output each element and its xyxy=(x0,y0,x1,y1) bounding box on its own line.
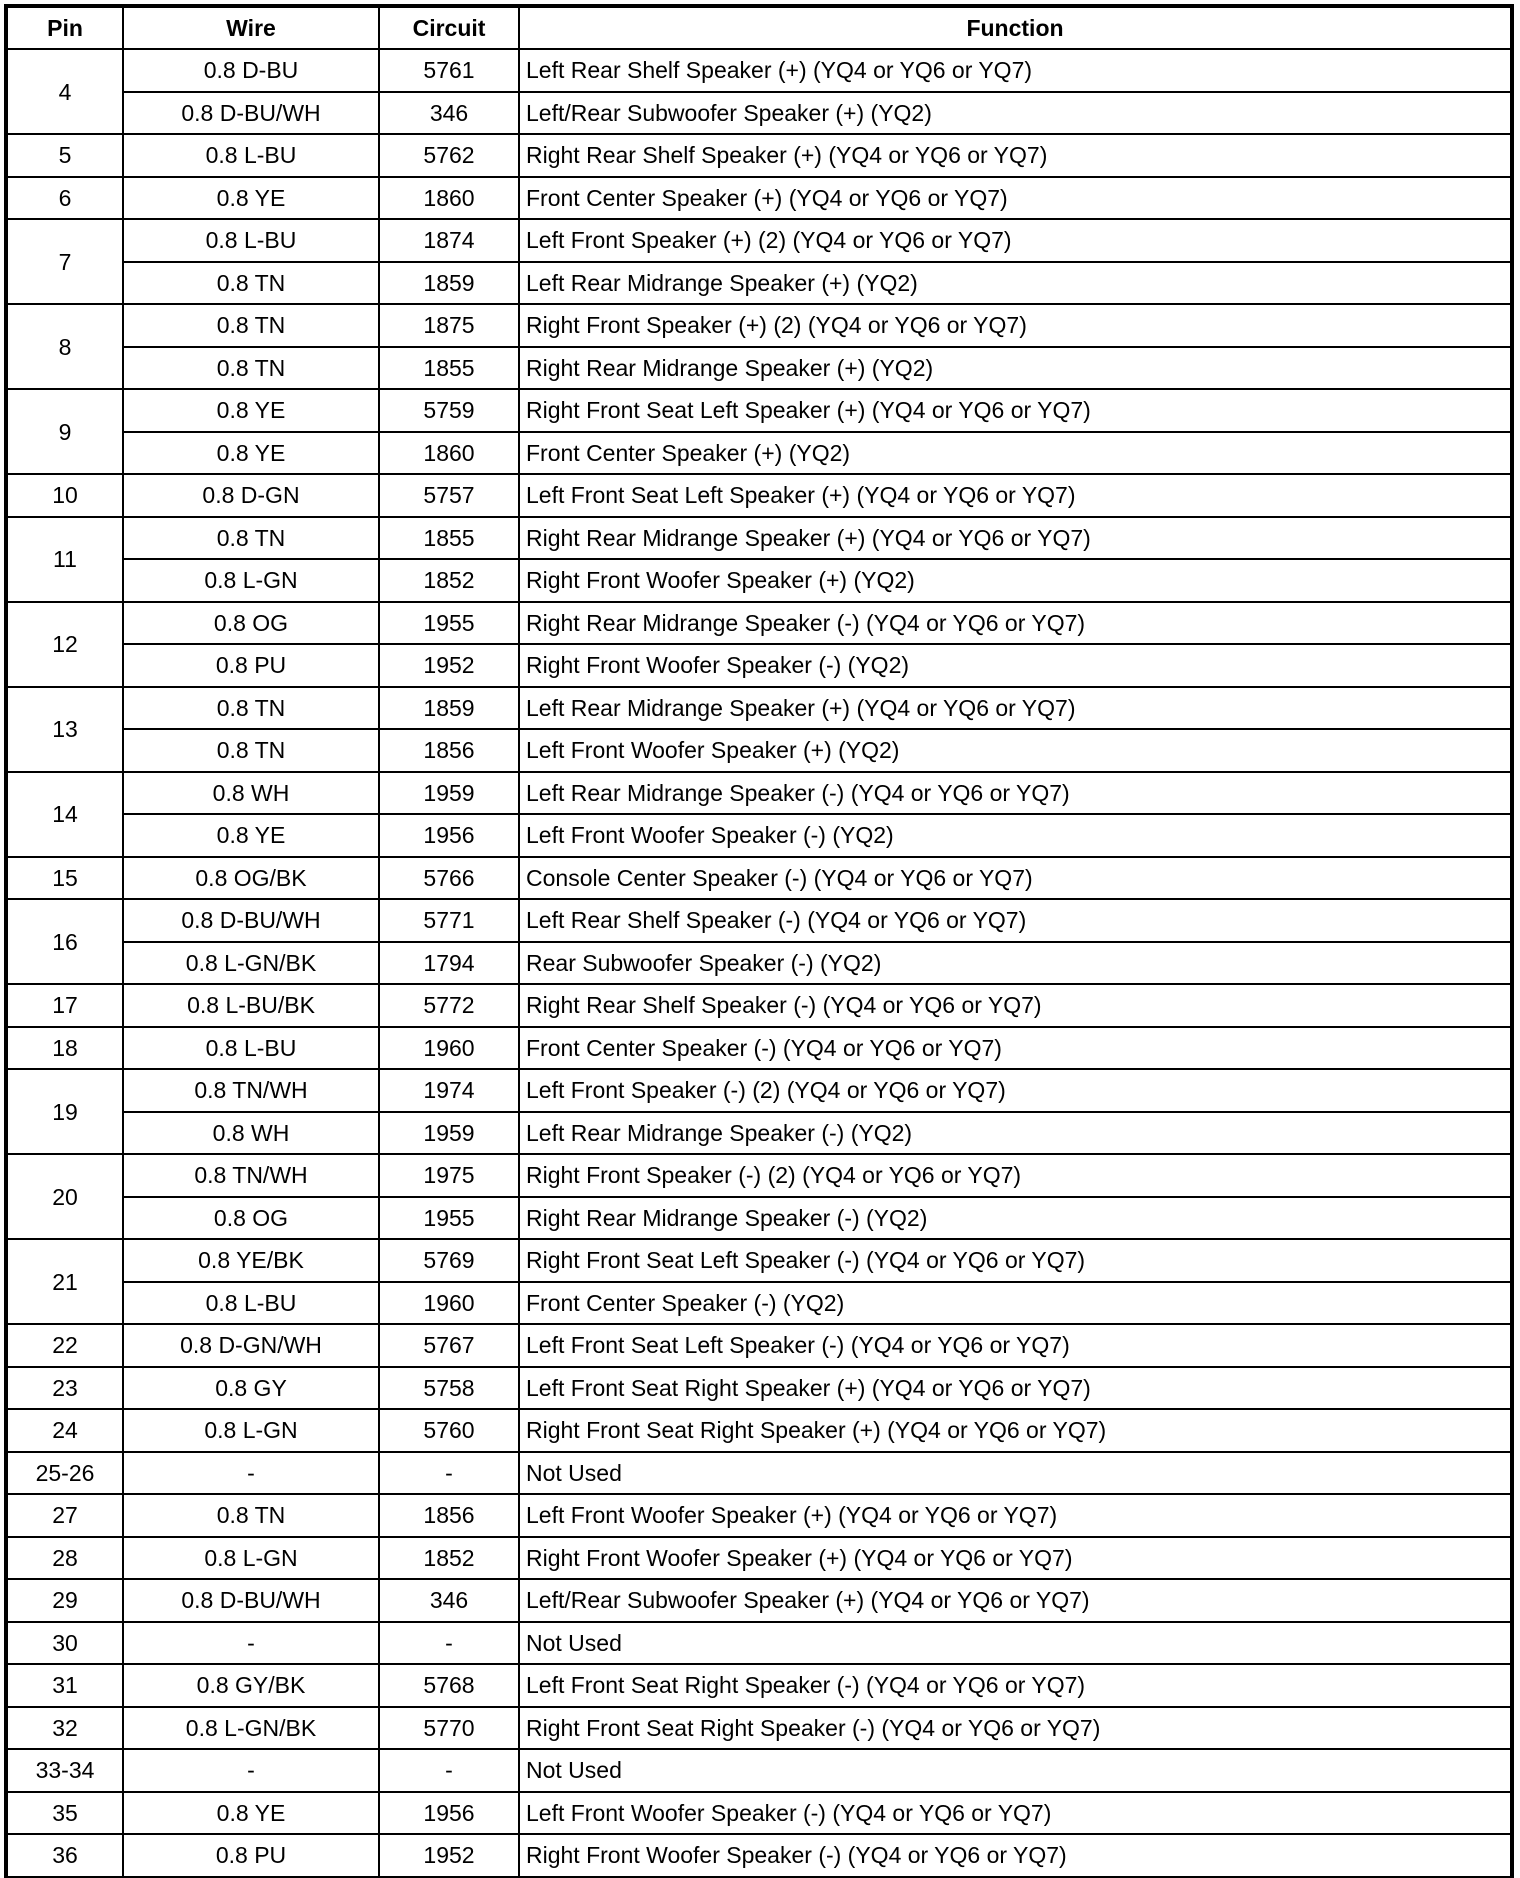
circuit-cell: 1959 xyxy=(379,772,519,815)
circuit-cell: 5770 xyxy=(379,1707,519,1750)
table-header xyxy=(7,7,1511,49)
table-row xyxy=(7,1792,1511,1835)
wire-cell: 0.8 L-BU xyxy=(123,1027,379,1070)
circuit-cell: 5761 xyxy=(379,49,519,92)
circuit-cell: 5760 xyxy=(379,1409,519,1452)
table-row xyxy=(7,517,1511,560)
function-cell: Right Front Woofer Speaker (+) (YQ2) xyxy=(519,559,1511,602)
function-cell: Left Rear Midrange Speaker (-) (YQ4 or YQ6 or YQ7) xyxy=(519,772,1511,815)
pin-cell: 22 xyxy=(7,1324,123,1367)
wire-cell: 0.8 WH xyxy=(123,1112,379,1155)
wire-cell: 0.8 TN/WH xyxy=(123,1154,379,1197)
header-function: Function xyxy=(519,7,1511,49)
wire-cell: - xyxy=(123,1622,379,1665)
function-cell: Left Front Woofer Speaker (-) (YQ4 or YQ6 or YQ7) xyxy=(519,1792,1511,1835)
circuit-cell: 1794 xyxy=(379,942,519,985)
table-row xyxy=(7,262,1511,305)
function-cell: Left Front Woofer Speaker (+) (YQ2) xyxy=(519,729,1511,772)
function-cell: Left Front Seat Left Speaker (+) (YQ4 or YQ6 or YQ7) xyxy=(519,474,1511,517)
circuit-cell: 1952 xyxy=(379,1834,519,1877)
header-pin: Pin xyxy=(7,7,123,49)
function-cell: Right Rear Midrange Speaker (+) (YQ4 or YQ6 or YQ7) xyxy=(519,517,1511,560)
wire-cell: 0.8 TN xyxy=(123,347,379,390)
wire-cell: 0.8 YE xyxy=(123,177,379,220)
pin-cell: 16 xyxy=(7,899,123,984)
function-cell: Right Front Seat Right Speaker (-) (YQ4 or YQ6 or YQ7) xyxy=(519,1707,1511,1750)
pin-cell: 6 xyxy=(7,177,123,220)
circuit-cell: 346 xyxy=(379,1579,519,1622)
table-row xyxy=(7,1112,1511,1155)
table-row xyxy=(7,1197,1511,1240)
wire-cell: 0.8 YE xyxy=(123,1792,379,1835)
pin-cell: 15 xyxy=(7,857,123,900)
circuit-cell: 5758 xyxy=(379,1367,519,1410)
wire-cell: 0.8 YE xyxy=(123,432,379,475)
header-circuit: Circuit xyxy=(379,7,519,49)
pin-cell: 30 xyxy=(7,1622,123,1665)
circuit-cell: 1956 xyxy=(379,1792,519,1835)
table-row xyxy=(7,1622,1511,1665)
wire-cell: 0.8 TN xyxy=(123,729,379,772)
wire-cell: 0.8 OG xyxy=(123,1197,379,1240)
circuit-cell: - xyxy=(379,1452,519,1495)
circuit-cell: 5771 xyxy=(379,899,519,942)
circuit-cell: 1852 xyxy=(379,1537,519,1580)
function-cell: Left Rear Midrange Speaker (+) (YQ2) xyxy=(519,262,1511,305)
function-cell: Left Front Seat Right Speaker (-) (YQ4 or YQ6 or YQ7) xyxy=(519,1664,1511,1707)
header-row xyxy=(7,7,1511,49)
wire-cell: 0.8 YE/BK xyxy=(123,1239,379,1282)
function-cell: Right Rear Shelf Speaker (+) (YQ4 or YQ6 or YQ7) xyxy=(519,134,1511,177)
table-row xyxy=(7,942,1511,985)
circuit-cell: 5772 xyxy=(379,984,519,1027)
function-cell: Right Front Seat Right Speaker (+) (YQ4 or YQ6 or YQ7) xyxy=(519,1409,1511,1452)
function-cell: Right Rear Midrange Speaker (+) (YQ2) xyxy=(519,347,1511,390)
circuit-cell: 5769 xyxy=(379,1239,519,1282)
circuit-cell: 1875 xyxy=(379,304,519,347)
wire-cell: 0.8 L-GN xyxy=(123,1537,379,1580)
function-cell: Right Front Speaker (-) (2) (YQ4 or YQ6 or YQ7) xyxy=(519,1154,1511,1197)
table-row xyxy=(7,1069,1511,1112)
pin-cell: 9 xyxy=(7,389,123,474)
function-cell: Right Front Woofer Speaker (-) (YQ2) xyxy=(519,644,1511,687)
function-cell: Right Front Woofer Speaker (+) (YQ4 or YQ6 or YQ7) xyxy=(519,1537,1511,1580)
function-cell: Front Center Speaker (+) (YQ4 or YQ6 or YQ7) xyxy=(519,177,1511,220)
pin-cell: 5 xyxy=(7,134,123,177)
table-row xyxy=(7,1452,1511,1495)
table-row xyxy=(7,92,1511,135)
function-cell: Console Center Speaker (-) (YQ4 or YQ6 or YQ7) xyxy=(519,857,1511,900)
wire-cell: 0.8 YE xyxy=(123,389,379,432)
pin-cell: 4 xyxy=(7,49,123,134)
pin-cell: 24 xyxy=(7,1409,123,1452)
function-cell: Right Rear Midrange Speaker (-) (YQ4 or YQ6 or YQ7) xyxy=(519,602,1511,645)
pin-cell: 19 xyxy=(7,1069,123,1154)
function-cell: Left/Rear Subwoofer Speaker (+) (YQ4 or YQ6 or YQ7) xyxy=(519,1579,1511,1622)
circuit-cell: 1855 xyxy=(379,347,519,390)
table-row xyxy=(7,1154,1511,1197)
wire-cell: 0.8 L-GN xyxy=(123,1409,379,1452)
function-cell: Left Rear Shelf Speaker (-) (YQ4 or YQ6 or YQ7) xyxy=(519,899,1511,942)
table-row xyxy=(7,389,1511,432)
pin-cell: 14 xyxy=(7,772,123,857)
pin-cell: 12 xyxy=(7,602,123,687)
pin-cell: 36 xyxy=(7,1834,123,1877)
table-row xyxy=(7,1664,1511,1707)
table-row xyxy=(7,899,1511,942)
table-row xyxy=(7,1409,1511,1452)
table-row xyxy=(7,1324,1511,1367)
wire-cell: 0.8 L-GN/BK xyxy=(123,1707,379,1750)
function-cell: Left Front Seat Right Speaker (+) (YQ4 or YQ6 or YQ7) xyxy=(519,1367,1511,1410)
function-cell: Front Center Speaker (-) (YQ2) xyxy=(519,1282,1511,1325)
pin-cell: 32 xyxy=(7,1707,123,1750)
circuit-cell: 1856 xyxy=(379,729,519,772)
circuit-cell: 5766 xyxy=(379,857,519,900)
wire-cell: 0.8 L-GN/BK xyxy=(123,942,379,985)
wire-cell: 0.8 TN xyxy=(123,304,379,347)
circuit-cell: 1855 xyxy=(379,517,519,560)
table-row xyxy=(7,559,1511,602)
wire-cell: 0.8 D-BU/WH xyxy=(123,92,379,135)
pin-cell: 31 xyxy=(7,1664,123,1707)
pin-cell: 8 xyxy=(7,304,123,389)
circuit-cell: 1860 xyxy=(379,432,519,475)
circuit-cell: - xyxy=(379,1622,519,1665)
table-row xyxy=(7,814,1511,857)
connector-pinout-table-container xyxy=(6,6,1510,1878)
circuit-cell: 1852 xyxy=(379,559,519,602)
wire-cell: 0.8 L-BU/BK xyxy=(123,984,379,1027)
wire-cell: 0.8 D-GN/WH xyxy=(123,1324,379,1367)
table-row xyxy=(7,1239,1511,1282)
table-row xyxy=(7,474,1511,517)
pin-cell: 17 xyxy=(7,984,123,1027)
table-row xyxy=(7,1579,1511,1622)
wire-cell: 0.8 D-BU xyxy=(123,49,379,92)
table-row xyxy=(7,984,1511,1027)
function-cell: Left Front Seat Left Speaker (-) (YQ4 or YQ6 or YQ7) xyxy=(519,1324,1511,1367)
pin-cell: 7 xyxy=(7,219,123,304)
table-row xyxy=(7,347,1511,390)
wire-cell: 0.8 TN xyxy=(123,1494,379,1537)
circuit-cell: 1959 xyxy=(379,1112,519,1155)
function-cell: Not Used xyxy=(519,1622,1511,1665)
circuit-cell: 1956 xyxy=(379,814,519,857)
circuit-cell: - xyxy=(379,1749,519,1792)
table-row xyxy=(7,687,1511,730)
function-cell: Right Front Seat Left Speaker (-) (YQ4 or YQ6 or YQ7) xyxy=(519,1239,1511,1282)
circuit-cell: 5762 xyxy=(379,134,519,177)
function-cell: Right Rear Shelf Speaker (-) (YQ4 or YQ6 or YQ7) xyxy=(519,984,1511,1027)
circuit-cell: 5759 xyxy=(379,389,519,432)
pin-cell: 28 xyxy=(7,1537,123,1580)
function-cell: Not Used xyxy=(519,1452,1511,1495)
wire-cell: 0.8 L-GN xyxy=(123,559,379,602)
wire-cell: 0.8 YE xyxy=(123,814,379,857)
table-body xyxy=(7,49,1511,1877)
circuit-cell: 1975 xyxy=(379,1154,519,1197)
wire-cell: 0.8 PU xyxy=(123,644,379,687)
table-row xyxy=(7,134,1511,177)
circuit-cell: 1952 xyxy=(379,644,519,687)
table-row xyxy=(7,644,1511,687)
connector-pinout-table xyxy=(6,6,1512,1878)
function-cell: Not Used xyxy=(519,1749,1511,1792)
table-row xyxy=(7,177,1511,220)
pin-cell: 35 xyxy=(7,1792,123,1835)
wire-cell: 0.8 D-BU/WH xyxy=(123,899,379,942)
pin-cell: 13 xyxy=(7,687,123,772)
wire-cell: 0.8 GY xyxy=(123,1367,379,1410)
table-row xyxy=(7,1537,1511,1580)
pin-cell: 11 xyxy=(7,517,123,602)
pin-cell: 27 xyxy=(7,1494,123,1537)
function-cell: Left Front Speaker (+) (2) (YQ4 or YQ6 or YQ7) xyxy=(519,219,1511,262)
table-row xyxy=(7,1749,1511,1792)
table-row xyxy=(7,1027,1511,1070)
circuit-cell: 1955 xyxy=(379,1197,519,1240)
pin-cell: 18 xyxy=(7,1027,123,1070)
circuit-cell: 1860 xyxy=(379,177,519,220)
function-cell: Left Rear Midrange Speaker (-) (YQ2) xyxy=(519,1112,1511,1155)
function-cell: Left Front Woofer Speaker (-) (YQ2) xyxy=(519,814,1511,857)
wire-cell: 0.8 PU xyxy=(123,1834,379,1877)
table-row xyxy=(7,1367,1511,1410)
wire-cell: 0.8 GY/BK xyxy=(123,1664,379,1707)
wire-cell: 0.8 L-BU xyxy=(123,134,379,177)
function-cell: Front Center Speaker (+) (YQ2) xyxy=(519,432,1511,475)
wire-cell: 0.8 D-BU/WH xyxy=(123,1579,379,1622)
function-cell: Right Front Woofer Speaker (-) (YQ4 or YQ6 or YQ7) xyxy=(519,1834,1511,1877)
function-cell: Left Rear Shelf Speaker (+) (YQ4 or YQ6 or YQ7) xyxy=(519,49,1511,92)
wire-cell: 0.8 TN xyxy=(123,517,379,560)
table-row xyxy=(7,432,1511,475)
pin-cell: 23 xyxy=(7,1367,123,1410)
wire-cell: 0.8 D-GN xyxy=(123,474,379,517)
circuit-cell: 1960 xyxy=(379,1282,519,1325)
wire-cell: 0.8 TN xyxy=(123,262,379,305)
header-wire: Wire xyxy=(123,7,379,49)
wire-cell: - xyxy=(123,1452,379,1495)
function-cell: Front Center Speaker (-) (YQ4 or YQ6 or YQ7) xyxy=(519,1027,1511,1070)
pin-cell: 20 xyxy=(7,1154,123,1239)
table-row xyxy=(7,219,1511,262)
function-cell: Left Rear Midrange Speaker (+) (YQ4 or YQ6 or YQ7) xyxy=(519,687,1511,730)
circuit-cell: 5768 xyxy=(379,1664,519,1707)
table-row xyxy=(7,729,1511,772)
function-cell: Right Front Seat Left Speaker (+) (YQ4 or YQ6 or YQ7) xyxy=(519,389,1511,432)
table-row xyxy=(7,49,1511,92)
function-cell: Right Rear Midrange Speaker (-) (YQ2) xyxy=(519,1197,1511,1240)
pin-cell: 25-26 xyxy=(7,1452,123,1495)
table-row xyxy=(7,1494,1511,1537)
table-row xyxy=(7,1282,1511,1325)
table-row xyxy=(7,772,1511,815)
function-cell: Left Front Woofer Speaker (+) (YQ4 or YQ6 or YQ7) xyxy=(519,1494,1511,1537)
wire-cell: 0.8 WH xyxy=(123,772,379,815)
wire-cell: 0.8 OG/BK xyxy=(123,857,379,900)
circuit-cell: 1960 xyxy=(379,1027,519,1070)
function-cell: Rear Subwoofer Speaker (-) (YQ2) xyxy=(519,942,1511,985)
function-cell: Right Front Speaker (+) (2) (YQ4 or YQ6 or YQ7) xyxy=(519,304,1511,347)
table-row xyxy=(7,1707,1511,1750)
circuit-cell: 5767 xyxy=(379,1324,519,1367)
circuit-cell: 346 xyxy=(379,92,519,135)
pin-cell: 33-34 xyxy=(7,1749,123,1792)
wire-cell: 0.8 L-BU xyxy=(123,1282,379,1325)
pin-cell: 29 xyxy=(7,1579,123,1622)
wire-cell: 0.8 OG xyxy=(123,602,379,645)
pin-cell: 10 xyxy=(7,474,123,517)
wire-cell: 0.8 L-BU xyxy=(123,219,379,262)
table-row xyxy=(7,304,1511,347)
function-cell: Left Front Speaker (-) (2) (YQ4 or YQ6 or YQ7) xyxy=(519,1069,1511,1112)
circuit-cell: 1955 xyxy=(379,602,519,645)
wire-cell: 0.8 TN/WH xyxy=(123,1069,379,1112)
circuit-cell: 1874 xyxy=(379,219,519,262)
circuit-cell: 5757 xyxy=(379,474,519,517)
table-row xyxy=(7,1834,1511,1877)
wire-cell: - xyxy=(123,1749,379,1792)
wire-cell: 0.8 TN xyxy=(123,687,379,730)
circuit-cell: 1856 xyxy=(379,1494,519,1537)
circuit-cell: 1859 xyxy=(379,262,519,305)
circuit-cell: 1859 xyxy=(379,687,519,730)
table-row xyxy=(7,602,1511,645)
function-cell: Left/Rear Subwoofer Speaker (+) (YQ2) xyxy=(519,92,1511,135)
pin-cell: 21 xyxy=(7,1239,123,1324)
circuit-cell: 1974 xyxy=(379,1069,519,1112)
table-row xyxy=(7,857,1511,900)
